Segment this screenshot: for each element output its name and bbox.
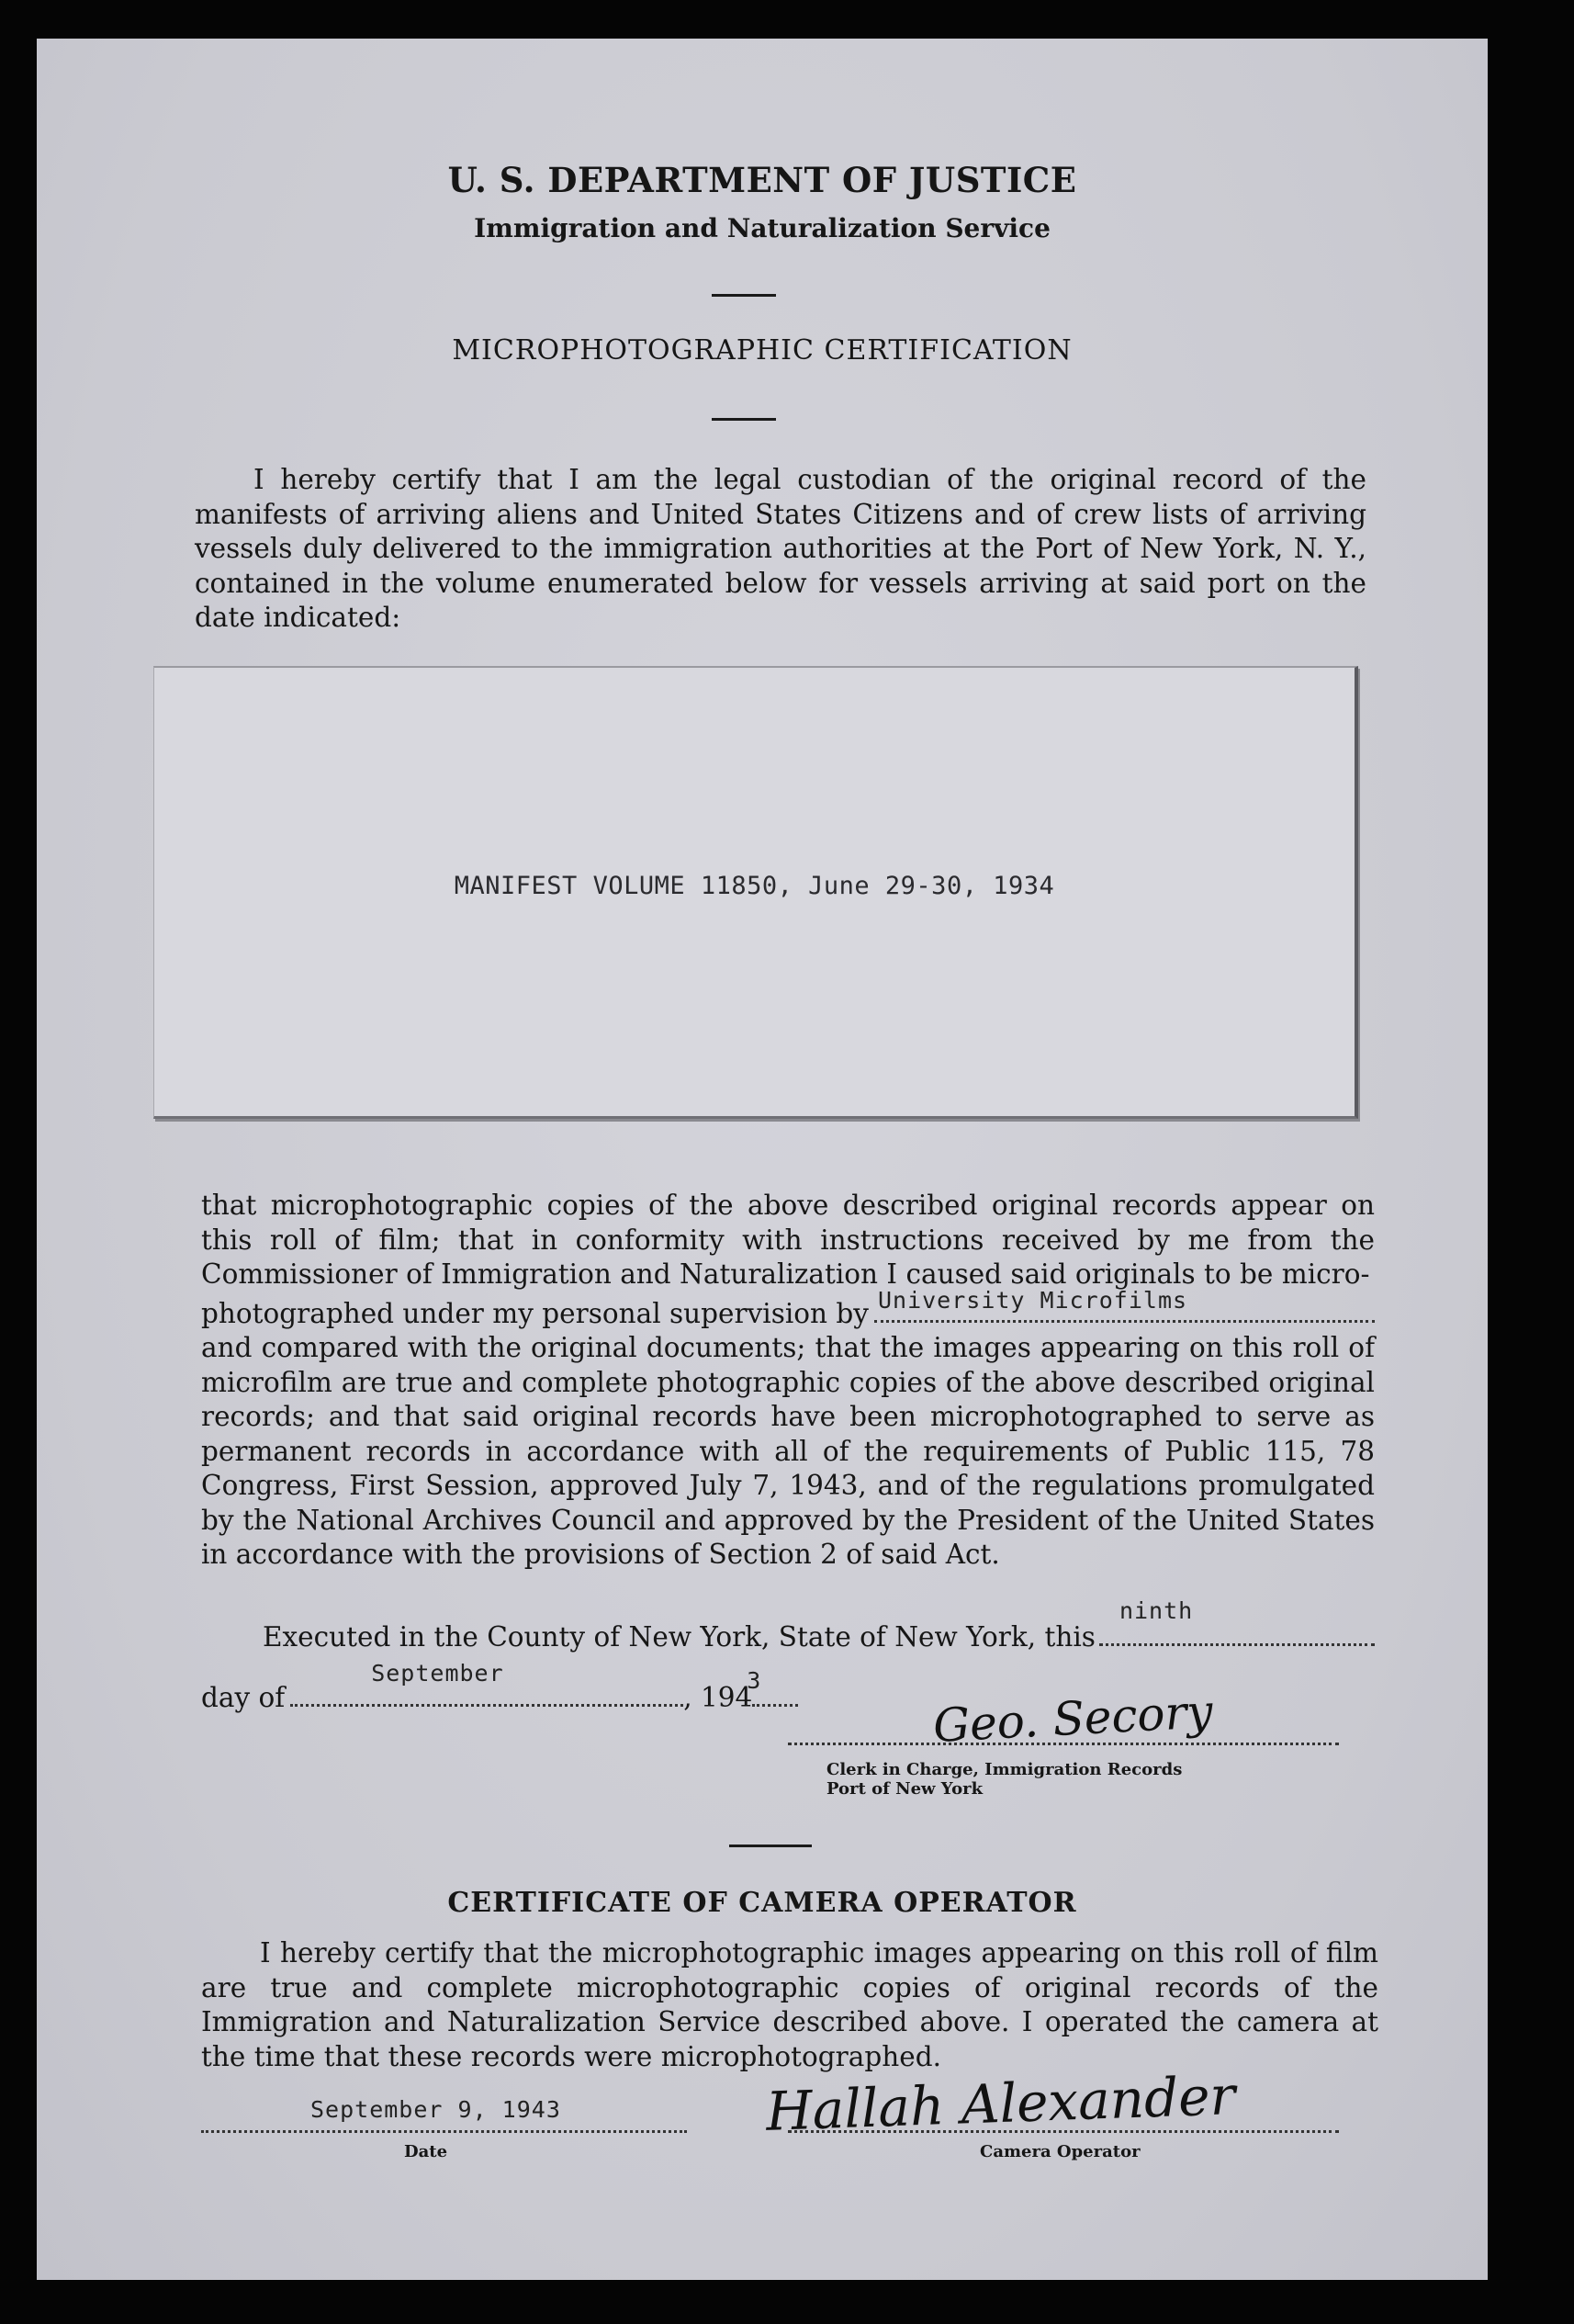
body-paragraph-3: and compared with the original documents; that the images appearing on this roll of microfilm are true and complete photographic copies of the above described original records; and that said original records have been microphotographed to serve as permanent records in accordance with all of the requirements of Public 115, 78 Congress, First Session, approved July 7, 1943, and of the regulations promulgated by the National Archives Council and approved by the President of the United States in accordance with the provisions of Section 2 of said Act. <box>201 1332 1375 1570</box>
executed-day-value: ninth <box>1119 1597 1194 1624</box>
camera-certificate-body <box>201 1936 1378 2074</box>
clerk-signature: Geo. Secory <box>931 1685 1214 1753</box>
certification-title: MICROPHOTOGRAPHIC CERTIFICATION <box>452 334 1073 367</box>
divider-rule <box>729 1845 812 1847</box>
service-subheading: Immigration and Naturalization Service <box>474 213 1051 243</box>
volume-card-text: MANIFEST VOLUME 11850, June 29-30, 1934 <box>454 872 1055 900</box>
date-label: Date <box>404 2142 448 2161</box>
date-line <box>201 2130 687 2133</box>
clerk-title-line1: Clerk in Charge, Immigration Records <box>826 1760 1183 1779</box>
certification-body <box>201 1189 1375 1573</box>
day-of-line <box>201 1660 798 1716</box>
operator-label: Camera Operator <box>980 2142 1141 2161</box>
certification-intro <box>195 463 1366 636</box>
year-fill-line <box>747 1667 798 1707</box>
divider-rule <box>712 418 776 421</box>
month-value: September <box>371 1660 504 1687</box>
day-of-label: day of <box>201 1682 286 1713</box>
body-paragraph-1: that microphotographic copies of the above described original records appear on this roll of film; that in conformity with instructions received by me from the Commissioner of Immigration and Naturalization I caused said originals to be micro- <box>201 1190 1375 1290</box>
document-page <box>37 39 1488 2280</box>
camera-certificate-title: CERTIFICATE OF CAMERA OPERATOR <box>447 1887 1077 1919</box>
supervision-line <box>201 1286 1375 1332</box>
camera-certificate-text: I hereby certify that the microphotographic images appearing on this roll of film are true and complete microphotographic copies of original records of the Immigration and Naturalization Service described above. I operated the camera at the time that these records were microphotographed. <box>201 1937 1378 2072</box>
volume-card <box>153 666 1358 1119</box>
year-digit-value: 3 <box>747 1667 762 1694</box>
supervision-fill-line <box>874 1286 1375 1323</box>
intro-paragraph: I hereby certify that I am the legal custodian of the original record of the manifests of arriving aliens and United States Citizens and of crew lists of arriving vessels duly delivered to the immigration authorities at the Port of New York, N. Y., contained in the volume enumerated below for vessels arriving at said port on the date indicated: <box>195 464 1366 633</box>
month-fill-line <box>290 1660 683 1707</box>
executed-prefix: Executed in the County of New York, State of New York, this <box>263 1621 1096 1653</box>
clerk-title <box>826 1760 1182 1799</box>
executed-day-line <box>1099 1597 1375 1646</box>
executed-line <box>263 1597 1375 1655</box>
operator-signature: Hallah Alexander <box>764 2064 1237 2143</box>
microfilmed-by-value: University Microfilms <box>877 1286 1188 1314</box>
year-prefix: , 194 <box>683 1682 753 1713</box>
clerk-title-line2: Port of New York <box>826 1779 984 1799</box>
department-heading: U. S. DEPARTMENT OF JUSTICE <box>447 160 1077 200</box>
divider-rule <box>712 294 776 297</box>
supervision-text: photographed under my personal supervision by <box>201 1297 869 1329</box>
date-value: September 9, 1943 <box>310 2096 561 2123</box>
